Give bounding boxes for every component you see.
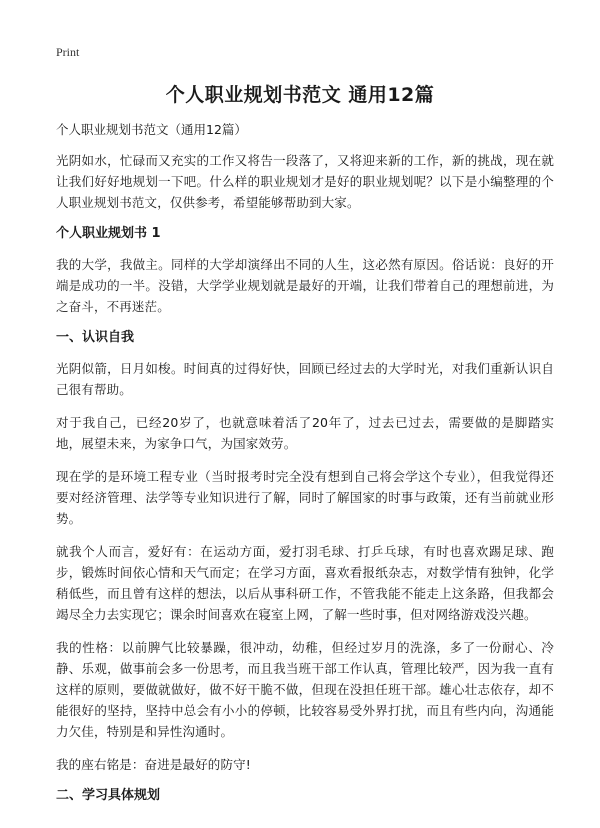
know-self-paragraph: 对于我自己，已经20岁了，也就意味着活了20年了，过去已过去，需要做的是脚踏实地，展望未来，为家争口气，为国家效劳。 <box>56 415 554 451</box>
know-self-paragraph: 我的性格：以前脾气比较暴躁，很冲动，幼稚，但经过岁月的洗涤，多了一份耐心、冷静、乐观，做事前会多一份思考，而且我当班干部工作认真，管理比较严，因为我一直有这样的原则，要做就做好，做不好干脆不做，但现在没担任班干部。雄心壮志依存，却不能很好的坚持，坚持中总会有小小的停顿，比较容易受外界打扰，而且有些内向，沟通能力欠佳，特别是和异性沟通时。 <box>56 640 554 739</box>
heading-study-plan: 二、学习具体规划 <box>56 788 161 803</box>
know-self-paragraph: 现在学的是环境工程专业（当时报考时完全没有想到自己将会学这个专业），但我觉得还要对经济管理、法学等专业知识进行了解，同时了解国家的时事与政策，还有当前就业形势。 <box>56 469 554 526</box>
section-1-paragraph: 我的大学，我做主。同样的大学却演绎出不同的人生，这必然有原因。俗话说：良好的开端是成功的一半。没错，大学学业规划就是最好的开端，让我们带着自己的理想前进，为之奋斗，不再迷茫。 <box>56 257 554 314</box>
heading-know-self: 一、认识自我 <box>56 330 135 345</box>
know-self-paragraph: 光阴似箭，日月如梭。时间真的过得好快，回顾已经过去的大学时光，对我们重新认识自己很有帮助。 <box>56 361 554 397</box>
intro-paragraph: 光阴如水，忙碌而又充实的工作又将告一段落了，又将迎来新的工作，新的挑战，现在就让我们好好地规划一下吧。什么样的职业规划才是好的职业规划呢？以下是小编整理的个人职业规划书范文，仅供参考，希望能够帮助到大家。 <box>56 153 554 210</box>
page-title: 个人职业规划书范文 通用12篇 <box>165 84 435 106</box>
motto-paragraph: 我的座右铭是：奋进是最好的防守! <box>56 757 251 772</box>
print-link[interactable]: Print <box>56 45 80 59</box>
document-subtitle: 个人职业规划书范文（通用12篇） <box>56 122 247 137</box>
know-self-paragraph: 就我个人而言，爱好有：在运动方面，爱打羽毛球、打乒乓球，有时也喜欢踢足球、跑步，锻炼时间依心情和天气而定；在学习方面，喜欢看报纸杂志，对数学情有独钟，化学稍低些，而且曾有这样的想法，以后从事科研工作，不管我能不能走上这条路，但我都会竭尽全力去实现它；课余时间喜欢在寝室上网，了解一些时事，但对网络游戏没兴趣。 <box>56 544 554 622</box>
document-body <box>56 121 554 816</box>
section-heading-1: 个人职业规划书 1 <box>56 226 161 241</box>
